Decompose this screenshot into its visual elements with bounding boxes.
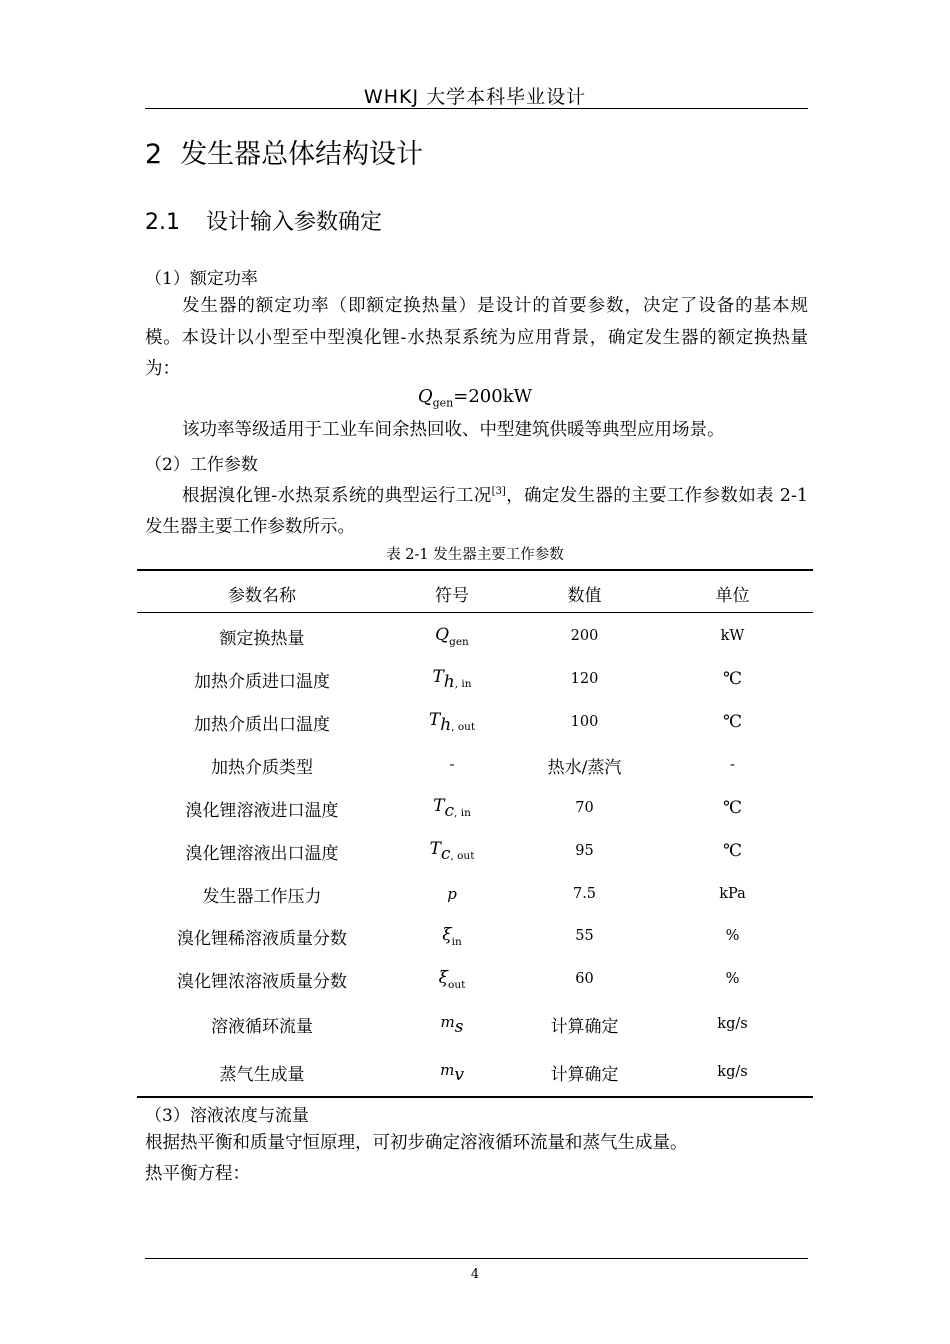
param-value: 120 bbox=[570, 671, 599, 687]
param-value: 计算确定 bbox=[550, 1016, 619, 1037]
symbol-subscript: out bbox=[448, 978, 466, 991]
param-unit: % bbox=[725, 971, 740, 987]
param-symbol bbox=[387, 625, 517, 648]
paragraph-text: 根据溴化锂-水热泵系统的典型运行工况 bbox=[182, 485, 492, 506]
symbol-letter: Q bbox=[435, 624, 450, 645]
table-header-cell: 参数名称 bbox=[228, 585, 296, 606]
symbol-subscript-italic: v bbox=[454, 1064, 464, 1085]
table-row bbox=[137, 831, 813, 871]
table-bottom-rule bbox=[137, 1096, 813, 1098]
table-row bbox=[137, 916, 813, 956]
param-name: 额定换热量 bbox=[219, 628, 305, 649]
page-number: 4 bbox=[470, 1267, 480, 1282]
param-value: 7.5 bbox=[572, 886, 597, 902]
symbol-subscript: gen bbox=[449, 635, 469, 648]
param-name: 加热介质出口温度 bbox=[194, 714, 330, 735]
param-unit: ℃ bbox=[722, 712, 743, 732]
section-heading bbox=[145, 205, 382, 236]
equation-rated-power bbox=[0, 386, 950, 410]
symbol-letter: ξ bbox=[442, 924, 452, 945]
symbol-subscript bbox=[454, 1064, 464, 1085]
equation-value: =200kW bbox=[453, 386, 533, 407]
paragraph-rated-power: 发生器的额定功率（即额定换热量）是设计的首要参数，决定了设备的基本规模。本设计以小型至中型溴化锂-水热泵系统为应用背景，确定发生器的额定换热量为： bbox=[145, 296, 808, 379]
table-row bbox=[137, 874, 813, 914]
symbol-subscript-italic: s bbox=[454, 1016, 464, 1037]
symbol-letter: T bbox=[429, 838, 441, 859]
table-row bbox=[137, 1052, 813, 1092]
table-row bbox=[137, 1004, 813, 1044]
param-name: 发生器工作压力 bbox=[202, 886, 322, 907]
symbol-letter: m bbox=[440, 1012, 455, 1031]
param-value: 55 bbox=[575, 928, 594, 944]
param-value: 计算确定 bbox=[550, 1064, 619, 1085]
symbol-letter: T bbox=[432, 666, 444, 687]
param-name: 加热介质类型 bbox=[211, 757, 313, 778]
param-symbol bbox=[387, 1012, 517, 1037]
param-unit: ℃ bbox=[722, 841, 743, 861]
symbol-subscript bbox=[440, 843, 475, 864]
param-name: 加热介质进口温度 bbox=[194, 671, 330, 692]
table-row bbox=[137, 959, 813, 999]
symbol-subscript bbox=[454, 1016, 464, 1037]
param-symbol bbox=[387, 710, 517, 735]
param-unit: kg/s bbox=[717, 1064, 748, 1080]
symbol-letter: ξ bbox=[438, 967, 449, 988]
symbol-subscript-italic: h bbox=[443, 671, 455, 692]
param-value: 热水/蒸汽 bbox=[547, 757, 622, 778]
symbol-subscript-text: , in bbox=[454, 806, 471, 819]
paragraph-working-params bbox=[145, 476, 808, 544]
paragraph-heat-balance-label: 热平衡方程： bbox=[145, 1164, 250, 1184]
param-symbol bbox=[387, 884, 517, 904]
header-rule bbox=[145, 108, 808, 109]
symbol-letter: T bbox=[433, 795, 445, 816]
symbol-letter: p bbox=[447, 885, 457, 903]
param-symbol bbox=[387, 925, 517, 948]
subheading-rated-power: （1）额定功率 bbox=[145, 269, 258, 289]
param-unit: kW bbox=[720, 628, 745, 644]
param-unit: kg/s bbox=[717, 1016, 748, 1032]
param-name: 溴化锂溶液出口温度 bbox=[185, 843, 339, 864]
table-top-rule bbox=[137, 569, 813, 571]
citation-link[interactable]: [3] bbox=[491, 486, 506, 497]
param-name: 溶液循环流量 bbox=[211, 1016, 313, 1037]
param-unit: % bbox=[725, 928, 740, 944]
param-name: 溴化锂稀溶液质量分数 bbox=[177, 928, 347, 949]
table-row bbox=[137, 616, 813, 656]
table-caption: 表 2-1 发生器主要工作参数 bbox=[386, 547, 564, 563]
subheading-working-params: （2）工作参数 bbox=[145, 455, 258, 475]
param-value: 200 bbox=[570, 628, 599, 644]
param-unit: kPa bbox=[719, 886, 746, 902]
table-row bbox=[137, 788, 813, 828]
param-value: 100 bbox=[570, 714, 599, 730]
equation-symbol: Q bbox=[417, 386, 433, 407]
param-value: 70 bbox=[575, 800, 594, 816]
paragraph-text: ，确定发生器的主要工作参数如表 2-1发生器主要工作参数所示。 bbox=[145, 485, 808, 538]
table-header-rule bbox=[137, 612, 813, 613]
param-name: 蒸气生成量 bbox=[219, 1064, 305, 1085]
table-header-cell: 单位 bbox=[715, 585, 750, 606]
symbol-subscript-italic: c bbox=[440, 843, 451, 864]
paragraph-application: 该功率等级适用于工业车间余热回收、中型建筑供暖等典型应用场景。 bbox=[182, 420, 725, 440]
param-value: 60 bbox=[575, 971, 594, 987]
symbol-subscript bbox=[444, 800, 471, 821]
table-header-cell: 符号 bbox=[435, 585, 469, 606]
param-symbol bbox=[387, 667, 517, 692]
param-unit: ℃ bbox=[722, 669, 743, 689]
table-row bbox=[137, 745, 813, 785]
table-row bbox=[137, 702, 813, 742]
param-unit: ℃ bbox=[722, 798, 743, 818]
param-symbol bbox=[387, 1060, 517, 1085]
param-unit: - bbox=[730, 757, 735, 773]
param-symbol bbox=[387, 796, 517, 821]
symbol-subscript: in bbox=[451, 935, 462, 948]
symbol-letter: T bbox=[428, 709, 441, 730]
footer-rule bbox=[145, 1258, 808, 1259]
table-row bbox=[137, 659, 813, 699]
param-symbol bbox=[387, 968, 517, 991]
param-name: 溴化锂浓溶液质量分数 bbox=[177, 971, 347, 992]
param-value: 95 bbox=[575, 843, 594, 859]
symbol-subscript-text: , out bbox=[451, 720, 476, 733]
symbol-subscript-text: , in bbox=[454, 677, 472, 690]
equation-subscript: gen bbox=[432, 396, 454, 410]
symbol-subscript bbox=[440, 714, 476, 735]
symbol-letter: m bbox=[440, 1060, 455, 1079]
param-symbol: - bbox=[449, 757, 455, 773]
chapter-number: 2 bbox=[145, 139, 163, 170]
param-name: 溴化锂溶液进口温度 bbox=[185, 800, 339, 821]
symbol-subscript bbox=[443, 671, 472, 692]
section-title: 设计输入参数确定 bbox=[206, 210, 383, 235]
section-number: 2.1 bbox=[145, 210, 180, 235]
param-symbol bbox=[387, 839, 517, 864]
page-header-title: WHKJ 大学本科毕业设计 bbox=[363, 86, 587, 108]
symbol-subscript-text: , out bbox=[450, 849, 475, 862]
paragraph-balance: 根据热平衡和质量守恒原理，可初步确定溶液循环流量和蒸气生成量。 bbox=[145, 1133, 688, 1153]
symbol-subscript-italic: c bbox=[444, 800, 455, 821]
table-header-row bbox=[137, 573, 813, 613]
chapter-title: 发生器总体结构设计 bbox=[180, 139, 424, 170]
subheading-concentration-flow: （3）溶液浓度与流量 bbox=[145, 1106, 309, 1126]
chapter-heading bbox=[145, 132, 423, 171]
symbol-subscript-italic: h bbox=[440, 714, 452, 735]
table-header-cell: 数值 bbox=[567, 585, 602, 606]
